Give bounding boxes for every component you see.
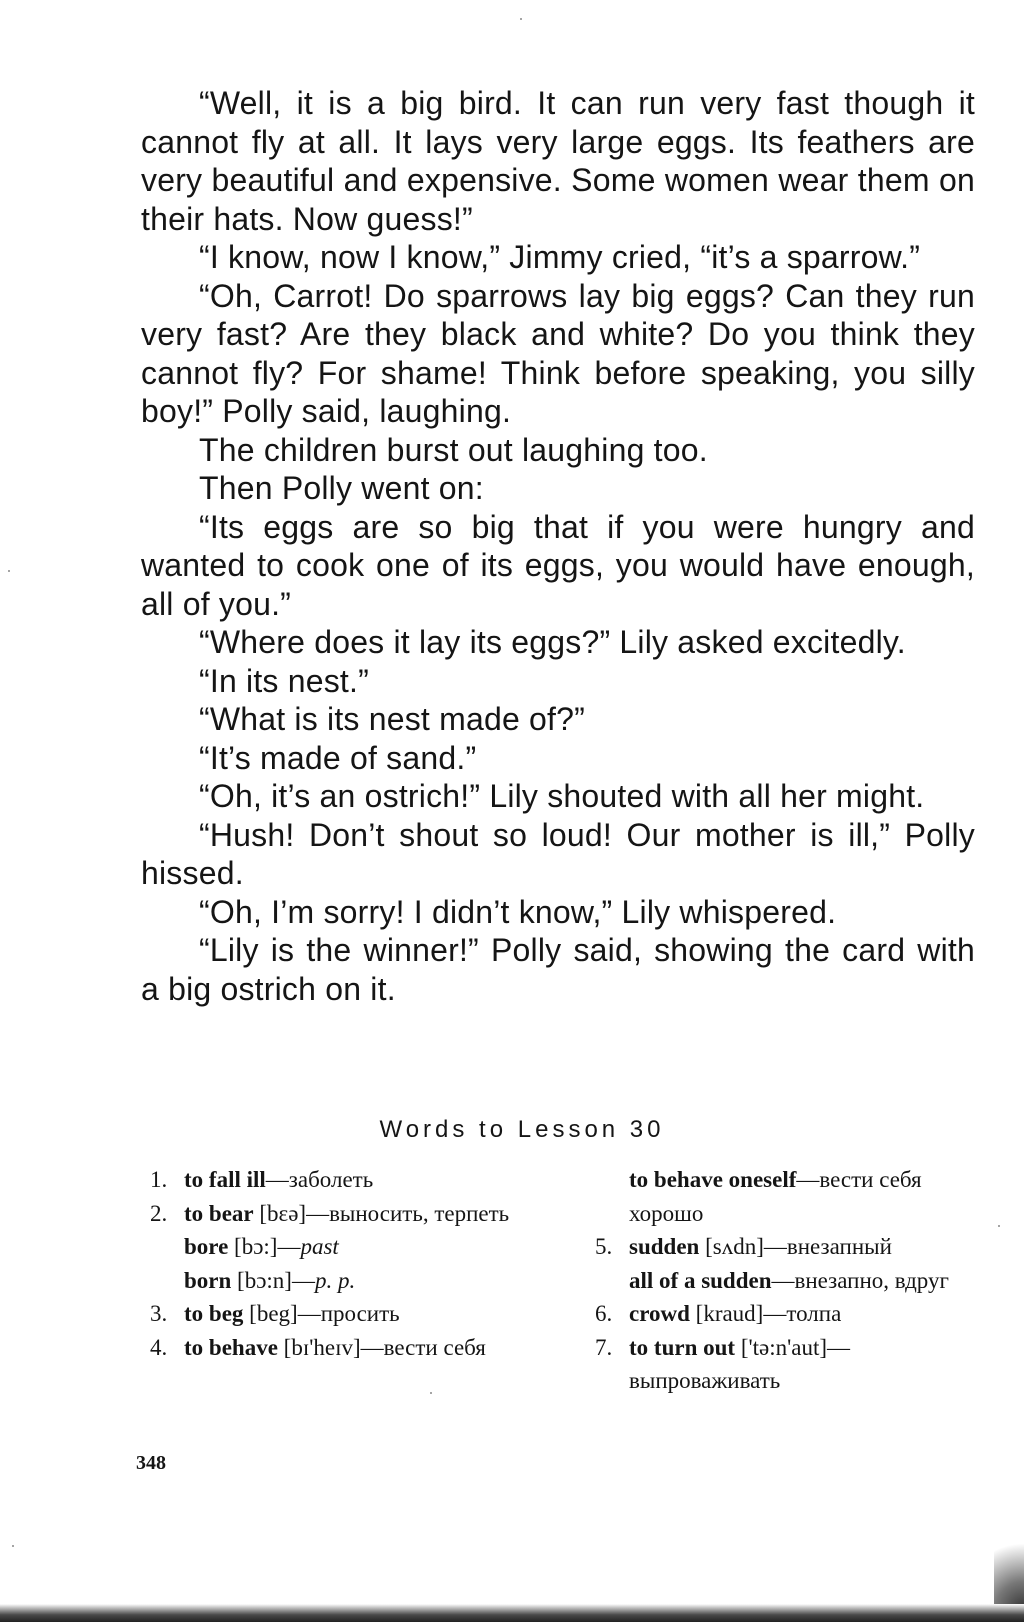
entry-number: 1.: [150, 1167, 168, 1192]
entry-transcription: [sʌdn]: [705, 1234, 764, 1259]
entry-translation: просить: [320, 1301, 400, 1326]
vocab-entry: [150, 1297, 540, 1331]
entry-translation: внезапный: [786, 1234, 892, 1259]
entry-dash: —: [265, 1167, 289, 1192]
entry-grammar-note: past: [300, 1234, 339, 1259]
entry-number: 4.: [150, 1334, 168, 1360]
vocabulary-title: Words to Lesson 30: [379, 1116, 665, 1143]
entry-headword: to bear: [184, 1200, 254, 1226]
vocab-entry: [595, 1297, 990, 1331]
entry-transcription: [bɪ'heɪv]: [283, 1334, 361, 1360]
entry-number: 3.: [150, 1301, 168, 1326]
paragraph: “Well, it is a big bird. It can run very fast though it cannot fly at all. It lays very large eggs. Its feathers are very beautiful and expensive. Some women wear them on their hats. Now guess!”: [141, 85, 975, 237]
entry-transcription: [bɛə]: [259, 1200, 307, 1226]
entry-number: 5.: [595, 1234, 613, 1259]
paragraph: “I know, now I know,” Jimmy cried, “it’s a sparrow.”: [199, 239, 921, 275]
vocab-entry: [595, 1331, 990, 1398]
paragraph: “Oh, it’s an ostrich!” Lily shouted with all her might.: [199, 778, 925, 814]
entry-headword: to beg: [184, 1301, 244, 1326]
entry-number: 7.: [595, 1334, 613, 1360]
paragraph: “In its nest.”: [199, 662, 369, 699]
paragraph: Then Polly went on:: [199, 470, 484, 506]
entry-dash: —: [827, 1334, 851, 1360]
entry-dash: —: [796, 1167, 820, 1192]
vocab-entry: [595, 1163, 990, 1230]
entry-translation: вести себя хорошо: [629, 1167, 922, 1226]
entry-transcription: [bɔ:n]: [237, 1267, 292, 1293]
entry-translation: выпроваживать: [629, 1368, 781, 1393]
scan-speck: [12, 1545, 14, 1547]
paragraph: “Its eggs are so big that if you were hungry and wanted to cook one of its eggs, you would have enough, all of you.”: [141, 508, 975, 622]
entry-transcription: [kraud]: [695, 1301, 764, 1326]
vocab-entry: [150, 1197, 540, 1231]
entry-transcription: [bɔ:]: [234, 1234, 278, 1259]
vocabulary-right-column: [595, 1163, 990, 1398]
vocab-entry: [150, 1264, 540, 1298]
entry-dash: —: [297, 1301, 321, 1326]
entry-headword: to behave oneself: [629, 1167, 797, 1192]
entry-headword: crowd: [629, 1301, 690, 1326]
entry-number: 2.: [150, 1200, 168, 1226]
entry-translation: вести себя: [383, 1334, 486, 1360]
entry-transcription: ['tə:n'aut]: [740, 1334, 828, 1360]
entry-grammar-note: p. p.: [314, 1267, 356, 1293]
entry-headword: born: [184, 1267, 232, 1293]
scan-speck: [430, 1392, 432, 1394]
entry-headword: to fall ill: [184, 1167, 266, 1192]
entry-dash: —: [277, 1234, 301, 1259]
entry-translation: толпа: [786, 1301, 842, 1326]
vocab-entry: [150, 1230, 540, 1264]
entry-number: 6.: [595, 1301, 613, 1326]
entry-translation: выносить, терпеть: [329, 1200, 510, 1226]
entry-dash: —: [360, 1334, 384, 1360]
entry-headword: to behave: [184, 1334, 278, 1360]
vocab-entry: [595, 1230, 990, 1264]
paragraph: “Oh, Carrot! Do sparrows lay big eggs? Can they run very fast? Are they black and white? Do you think they cannot fly? For shame! Think before speaking, you silly boy!” Polly said, laughing.: [141, 277, 975, 429]
entry-headword: all of a sudden: [629, 1267, 772, 1293]
paragraph: “Oh, I’m sorry! I didn’t know,” Lily whispered.: [199, 893, 837, 930]
vocabulary-left-column: [150, 1163, 540, 1364]
entry-transcription: [beg]: [249, 1301, 298, 1326]
vocab-entry: [150, 1163, 540, 1197]
entry-headword: to turn out: [629, 1334, 736, 1360]
scan-speck: [8, 570, 10, 572]
entry-headword: bore: [184, 1234, 229, 1259]
entry-dash: —: [306, 1200, 330, 1226]
page-corner-shadow: [994, 1520, 1024, 1610]
entry-translation: внезапно, вдруг: [794, 1267, 949, 1293]
vocab-entry: [595, 1264, 990, 1298]
paragraph: “Lily is the winner!” Polly said, showing the card with a big ostrich on it.: [141, 932, 975, 1007]
entry-dash: —: [291, 1267, 315, 1293]
entry-translation: заболеть: [288, 1167, 374, 1192]
paragraph: The children burst out laughing too.: [199, 431, 708, 468]
paragraph: “What is its nest made of?”: [199, 701, 585, 737]
scan-speck: [998, 1225, 1000, 1227]
scan-speck: [520, 18, 522, 20]
story-text: [141, 84, 975, 1008]
entry-dash: —: [763, 1234, 787, 1259]
entry-dash: —: [763, 1301, 787, 1326]
vocab-entry: [150, 1331, 540, 1365]
page-number: 348: [136, 1452, 166, 1474]
paragraph: “Where does it lay its eggs?” Lily asked excitedly.: [199, 624, 906, 660]
paragraph: “Hush! Don’t shout so loud! Our mother is ill,” Polly hissed.: [141, 816, 975, 891]
entry-headword: sudden: [629, 1234, 700, 1259]
entry-dash: —: [771, 1267, 795, 1293]
paragraph: “It’s made of sand.”: [199, 739, 477, 776]
page-bottom-edge: [0, 1604, 1024, 1622]
